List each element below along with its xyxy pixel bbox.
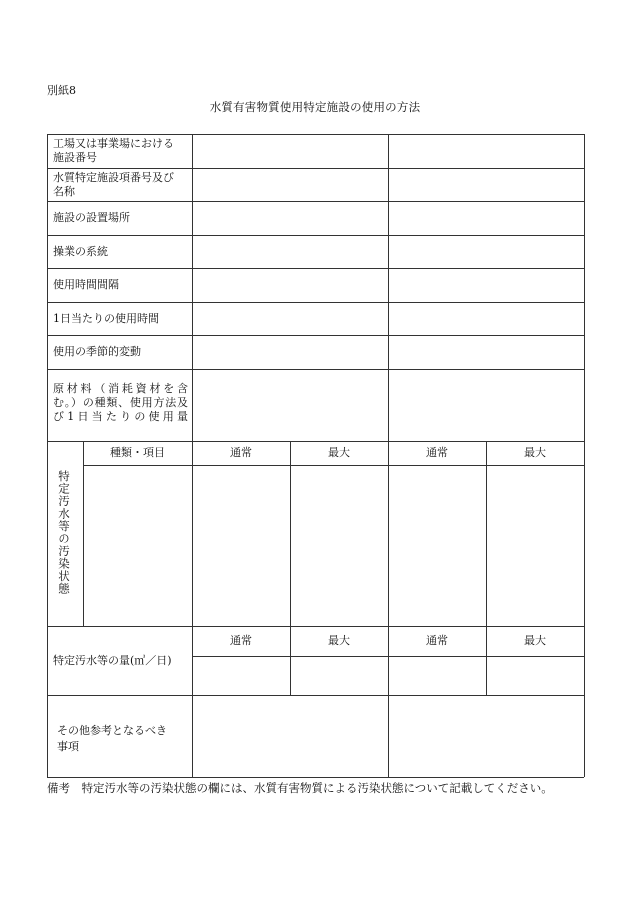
attachment-label: 別紙8	[47, 84, 76, 97]
label-line: その他参考となるべき	[57, 724, 167, 737]
item-type-header: 種類・項目	[110, 446, 165, 459]
row-divider	[47, 695, 584, 696]
label-usage-interval: 使用時間間隔	[53, 278, 119, 291]
column-divider	[290, 441, 291, 626]
label-daily-usage-hours: 1日当たりの使用時間	[53, 312, 159, 325]
column-divider	[83, 441, 84, 626]
row-divider	[47, 626, 584, 627]
label-line: び1日当たりの使用量	[53, 410, 188, 423]
label-facility-item-name	[53, 171, 174, 199]
volume-normal-header-1: 通常	[230, 634, 252, 647]
label-raw-materials	[53, 382, 188, 424]
label-line: 原材料（消耗資材を含	[53, 382, 188, 395]
label-installation-location: 施設の設置場所	[53, 211, 130, 224]
label-other-references	[57, 723, 167, 755]
pollution-normal-header-2: 通常	[426, 446, 448, 459]
table-border-left	[47, 134, 48, 777]
pollution-state-vertical-label: 特定汚水等の汚染状態	[57, 470, 71, 595]
label-wastewater-volume: 特定汚水等の量(㎥／日)	[53, 654, 172, 667]
row-divider	[47, 268, 584, 269]
label-line: 施設番号	[53, 151, 97, 164]
pollution-normal-header-1: 通常	[230, 446, 252, 459]
pollution-max-header-2: 最大	[524, 446, 546, 459]
row-divider	[47, 441, 584, 442]
remark-note: 備考 特定汚水等の汚染状態の欄には、水質有害物質による汚染状態について記載してください。	[47, 781, 553, 795]
row-divider	[47, 302, 584, 303]
volume-max-header-1: 最大	[328, 634, 350, 647]
table-border-bottom	[47, 777, 584, 778]
label-seasonal-variation: 使用の季節的変動	[53, 345, 141, 358]
label-line: 水質特定施設項番号及び	[53, 171, 174, 184]
label-line: 事項	[57, 740, 79, 753]
label-line: 名称	[53, 185, 75, 198]
row-divider	[47, 201, 584, 202]
table-border-top	[47, 134, 584, 135]
label-operation-system: 操業の系統	[53, 245, 108, 258]
row-divider	[47, 168, 584, 169]
table-border-right	[584, 134, 585, 777]
label-line: む。）の種類、使用方法及	[53, 396, 188, 409]
volume-normal-header-2: 通常	[426, 634, 448, 647]
header-divider	[83, 465, 584, 466]
document-title: 水質有害物質使用特定施設の使用の方法	[209, 100, 421, 114]
column-divider	[486, 441, 487, 626]
row-divider	[47, 235, 584, 236]
row-divider	[47, 369, 584, 370]
volume-max-header-2: 最大	[524, 634, 546, 647]
pollution-max-header-1: 最大	[328, 446, 350, 459]
label-facility-number	[53, 137, 174, 165]
label-line: 工場又は事業場における	[53, 137, 174, 150]
row-divider	[47, 335, 584, 336]
